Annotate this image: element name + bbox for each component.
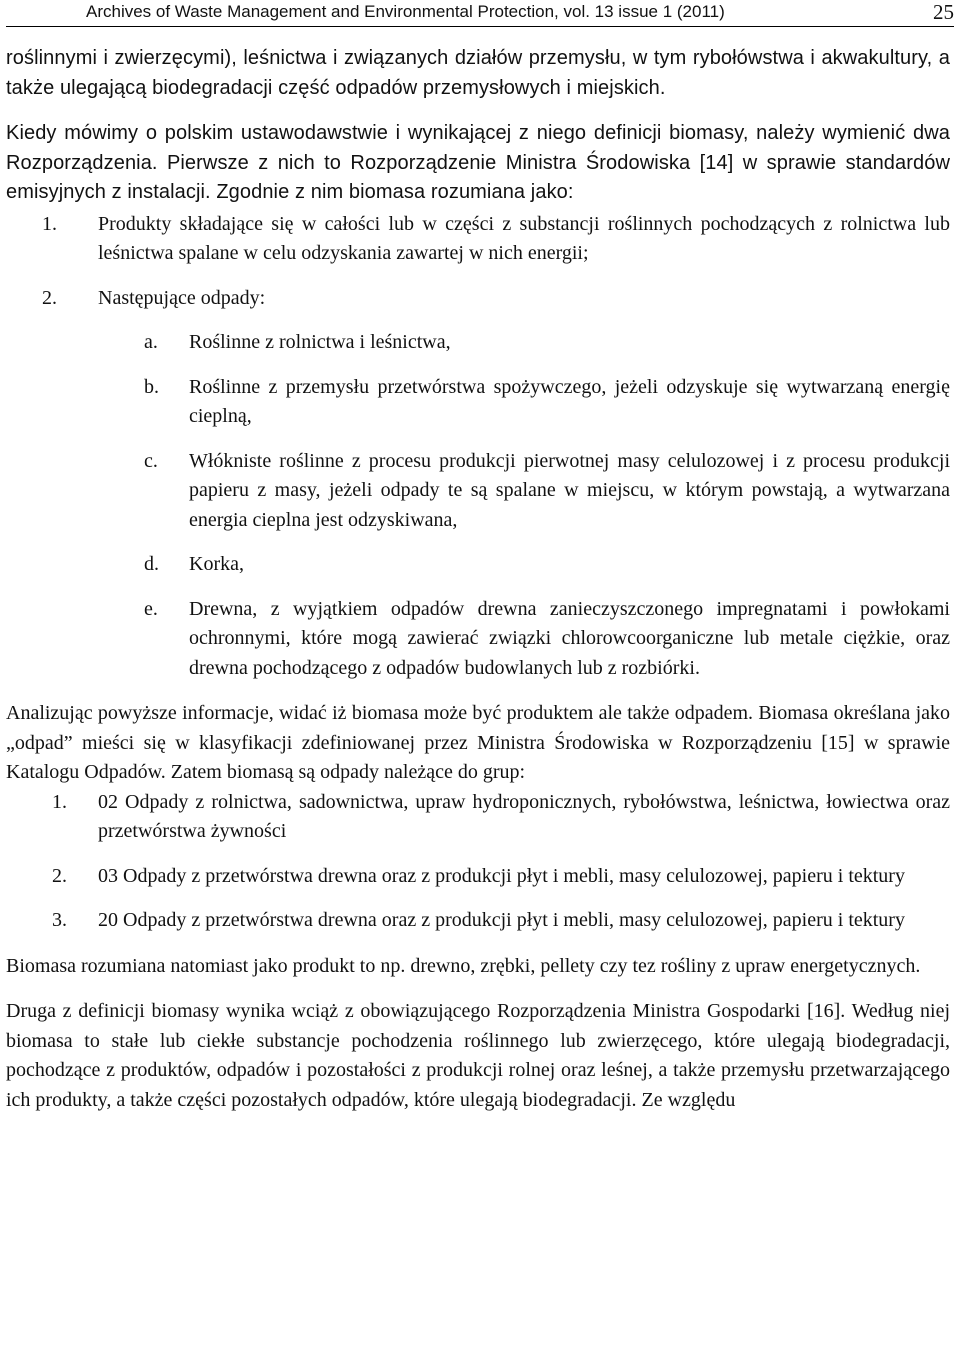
paragraph-analysis: Analizując powyższe informacje, widać iż biomasa może być produktem ale także odpadem. Biomasa określana jako „odpad” mieści się w klasyfikacji zdefiniowanej przez Ministra Środowiska w Rozporządzeniu [15] w sprawie Katalogu Odpadów. Zatem biomasą są odpady należące do grup:	[6, 702, 950, 783]
list-item-number: 1.	[52, 790, 67, 813]
paragraph-biomass-product: Biomasa rozumiana natomiast jako produkt to np. drewno, zrębki, pellety czy tez rośliny z upraw energetycznych.	[6, 954, 921, 977]
list-item-number: 3.	[52, 909, 67, 931]
list-item-number: 2.	[42, 286, 57, 309]
sublist-item-letter: b.	[144, 375, 159, 398]
sublist-item	[6, 447, 950, 536]
sublist-item-text: Włókniste roślinne z procesu produkcji pierwotnej masy celulozowej i z procesu produkcji papieru z masy, jeżeli odpady te są spalane w miejscu, w którym powstają, a wytwarzana energia cieplna jest odzyskiwana,	[189, 449, 950, 531]
paragraph-second-definition: Druga z definicji biomasy wynika wciąż z obowiązującego Rozporządzenia Ministra Gospodarki [16]. Według niej biomasa to stałe lub ciekłe substancje pochodzenia roślinnego lub zwierzęcego, które ulegają biodegradacji, pochodzące z produktów, odpadów i pozostałości z produkcji rolnej oraz leśnej, a także przemysłu przetwarzającego ich produkty, a także części pozostałych odpadów, które ulegają biodegradacji. Ze względu	[6, 1000, 950, 1111]
sublist-item	[6, 595, 950, 684]
running-header	[6, 0, 954, 27]
sublist-item-text: Korka,	[189, 553, 244, 575]
list-item	[6, 862, 950, 892]
journal-citation: Archives of Waste Management and Environmental Protection, vol. 13 issue 1 (2011)	[86, 2, 725, 21]
sublist-item-text: Roślinne z rolnictwa i leśnictwa,	[189, 331, 451, 353]
list-item	[6, 284, 950, 314]
sublist-item-letter: d.	[144, 553, 159, 575]
list-item-number: 1.	[42, 212, 57, 235]
sublist-item	[6, 328, 950, 358]
sublist-item	[6, 373, 950, 432]
list-item-text: Następujące odpady:	[98, 286, 266, 309]
sublist-item-text: Roślinne z przemysłu przetwórstwa spożywczego, jeżeli odzyskuje się wytwarzaną energię cieplną,	[189, 375, 950, 427]
page-body	[6, 44, 950, 1115]
page-number: 25	[933, 0, 954, 24]
list-item	[6, 906, 950, 936]
sublist-item	[6, 550, 950, 580]
sublist-item-letter: e.	[144, 597, 158, 620]
paragraph-definitions-intro: Kiedy mówimy o polskim ustawodawstwie i wynikającej z niego definicji biomasy, należy wymienić dwa Rozporządzenia. Pierwsze z nich to Rozporządzenie Ministra Środowiska [14] w sprawie standardów emisyjnych z instalacji. Zgodnie z nim biomasa rozumiana jako:	[6, 122, 950, 203]
list-item-text: 02 Odpady z rolnictwa, sadownictwa, upraw hydroponicznych, rybołówstwa, leśnictwa, łowiectwa oraz przetwórstwa żywności	[98, 790, 950, 842]
list-item-number: 2.	[52, 864, 67, 887]
list-item	[6, 788, 950, 847]
list-item-text: 20 Odpady z przetwórstwa drewna oraz z produkcji płyt i mebli, masy celulozowej, papieru i tektury	[98, 909, 905, 931]
sublist-item-text: Drewna, z wyjątkiem odpadów drewna zanieczyszczonego impregnatami i powłokami ochronnymi, które mogą zawierać związki chlorowcoorganiczne lub metale ciężkie, oraz drewna pochodzącego z odpadów budowlanych lub z rozbiórki.	[189, 597, 950, 679]
list-item-text: 03 Odpady z przetwórstwa drewna oraz z produkcji płyt i mebli, masy celulozowej, papieru i tektury	[98, 864, 905, 887]
paragraph-continuation: roślinnymi i zwierzęcymi), leśnictwa i związanych działów przemysłu, w tym rybołówstwa i akwakultury, a także ulegającą biodegradacji część odpadów przemysłowych i miejskich.	[6, 47, 950, 99]
sublist-item-letter: c.	[144, 449, 158, 472]
list-item-text: Produkty składające się w całości lub w części z substancji roślinnych pochodzących z rolnictwa lub leśnictwa spalane w celu odzyskania zawartej w nich energii;	[98, 212, 950, 264]
list-item	[6, 210, 950, 269]
sublist-item-letter: a.	[144, 331, 158, 353]
